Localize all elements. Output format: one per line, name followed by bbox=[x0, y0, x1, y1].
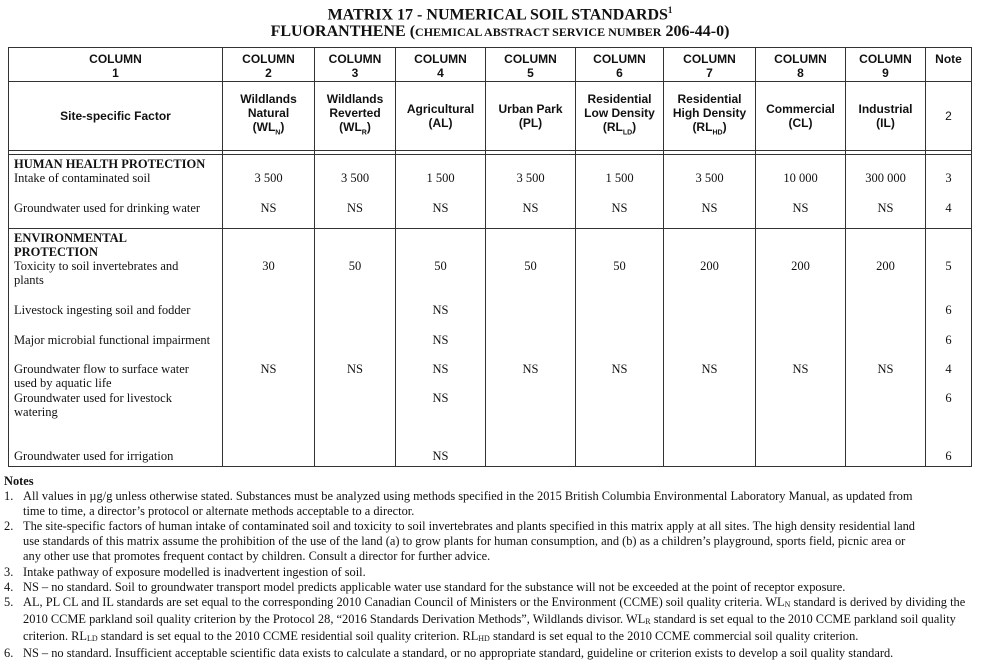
note-reference: 6 bbox=[945, 391, 952, 405]
note-reference: 3 bbox=[945, 171, 952, 185]
note-text: NS – no standard. Insufficient acceptable scientific data exists to calculate a standard, or no appropriate standard, guideline or criterion exists to develop a soil quality standard. bbox=[23, 646, 894, 661]
land-use-name: Residential bbox=[587, 91, 652, 106]
note-item-5 bbox=[4, 595, 999, 646]
land-use-name: Wildlands bbox=[240, 91, 297, 106]
standard-value: 3 500 bbox=[340, 171, 370, 185]
land-use-name: Site-specific Factor bbox=[60, 109, 171, 123]
column-header-2 bbox=[223, 48, 315, 82]
standard-value: NS bbox=[260, 362, 277, 376]
column-header-text bbox=[9, 48, 222, 80]
standard-value: 10 000 bbox=[783, 171, 818, 185]
land-use-header bbox=[486, 82, 576, 151]
header-row-columns bbox=[9, 48, 972, 82]
standard-column-9 bbox=[846, 229, 926, 467]
land-use-name-2: High Density bbox=[672, 105, 747, 120]
land-use-abbr: (AL) bbox=[428, 116, 453, 130]
standard-column-4 bbox=[396, 155, 486, 229]
land-use-name: Wildlands bbox=[326, 91, 384, 106]
standard-value: 3 500 bbox=[516, 171, 545, 185]
subscript: LD bbox=[87, 633, 98, 643]
standard-value: 1 500 bbox=[605, 171, 634, 185]
standard-column-6 bbox=[576, 155, 664, 229]
land-use-name: Residential bbox=[677, 91, 742, 106]
note-item-4 bbox=[4, 580, 999, 595]
standard-value: NS bbox=[432, 201, 449, 215]
column-number: 7 bbox=[706, 66, 713, 80]
column-label: COLUMN bbox=[774, 52, 827, 66]
land-use-abbr: (CL) bbox=[788, 116, 813, 130]
abbr-subscript: LD bbox=[622, 129, 633, 137]
standard-column-2 bbox=[223, 155, 315, 229]
standard-value: NS bbox=[432, 362, 449, 376]
standard-value: NS bbox=[347, 362, 363, 376]
standard-column-5 bbox=[486, 229, 576, 467]
standard-column-9 bbox=[846, 155, 926, 229]
column-header-text bbox=[664, 48, 755, 80]
standard-value: NS bbox=[701, 362, 718, 376]
note-number: 4. bbox=[4, 579, 14, 594]
land-use-name-2: Natural bbox=[247, 105, 290, 120]
column-header-text bbox=[223, 48, 314, 80]
site-factor-label: Toxicity to soil invertebrates and plants bbox=[14, 259, 179, 287]
standard-value: NS bbox=[432, 303, 449, 317]
column-label: COLUMN bbox=[504, 52, 557, 66]
site-factor-label: Intake of contaminated soil bbox=[14, 171, 151, 185]
note-number: 6. bbox=[4, 646, 14, 661]
column-header-text bbox=[846, 48, 925, 80]
notes-block bbox=[4, 474, 999, 661]
standard-value: NS bbox=[432, 333, 449, 347]
note-reference: 4 bbox=[945, 362, 952, 376]
standard-column-4 bbox=[396, 229, 486, 467]
standard-value: NS bbox=[611, 201, 628, 215]
column-header-9 bbox=[846, 48, 926, 82]
standard-value: 1 500 bbox=[426, 171, 455, 185]
column-label: COLUMN bbox=[89, 52, 142, 66]
site-factor-cell bbox=[9, 229, 223, 467]
column-label: COLUMN bbox=[328, 52, 382, 66]
section-environmental bbox=[9, 229, 972, 467]
column-header-text bbox=[576, 48, 663, 80]
cas-number: 206-44-0) bbox=[665, 23, 730, 40]
section-human-health bbox=[9, 155, 972, 229]
note-item-2 bbox=[4, 519, 999, 564]
standard-value: NS bbox=[701, 201, 718, 215]
column-label: COLUMN bbox=[242, 52, 295, 66]
site-factor-label: Groundwater used for irrigation bbox=[14, 449, 174, 463]
abbr-subscript: N bbox=[275, 129, 281, 137]
standard-value: 50 bbox=[434, 259, 447, 273]
note-text: All values in µg/g unless otherwise stated. Substances must be analyzed using methods specified in the 2015 British Columbia Environmental Laboratory Manual, as updated from time to time, a director’s protocol or alternate methods acceptable to a director. bbox=[23, 489, 913, 519]
site-factor-label: Livestock ingesting soil and fodder bbox=[14, 303, 191, 317]
footnote-ref: 1 bbox=[667, 5, 673, 15]
column-number: 8 bbox=[797, 66, 804, 80]
standard-value: NS bbox=[611, 362, 628, 376]
land-use-header bbox=[396, 82, 486, 151]
column-header-1 bbox=[9, 48, 223, 82]
land-use-name-2: Low Density bbox=[584, 105, 655, 120]
standard-value: NS bbox=[432, 391, 449, 405]
subscript: R bbox=[645, 616, 651, 626]
subscript: N bbox=[784, 599, 791, 609]
standard-value: 3 500 bbox=[254, 171, 283, 185]
land-use-name: Agricultural bbox=[406, 102, 475, 116]
header-row-land-uses bbox=[9, 82, 972, 151]
column-label: Note bbox=[935, 52, 962, 66]
site-factor-header bbox=[9, 82, 223, 151]
standard-value: 50 bbox=[524, 259, 537, 273]
land-use-name: Industrial bbox=[858, 102, 913, 116]
standard-column-5 bbox=[486, 155, 576, 229]
land-use-header bbox=[664, 82, 756, 151]
standard-value: NS bbox=[522, 201, 539, 215]
standard-value: NS bbox=[877, 201, 894, 215]
standard-value: 300 000 bbox=[865, 171, 906, 185]
land-use-name: Urban Park bbox=[498, 102, 563, 116]
note-item-1 bbox=[4, 489, 999, 519]
standard-column-3 bbox=[315, 155, 396, 229]
standard-value: NS bbox=[522, 362, 539, 376]
column-header-text bbox=[396, 48, 485, 80]
substance-name: FLUORANTHENE bbox=[270, 23, 406, 40]
standard-value: 200 bbox=[700, 259, 719, 273]
standard-value: 50 bbox=[348, 259, 362, 273]
note-number: 2. bbox=[4, 519, 14, 534]
note-number: 1. bbox=[4, 489, 14, 504]
column-header-8 bbox=[756, 48, 846, 82]
land-use-header bbox=[846, 82, 926, 151]
standard-value: 3 500 bbox=[695, 171, 724, 185]
column-number: 2 bbox=[265, 66, 272, 80]
land-use-abbr: $(RL_{HD})$ bbox=[692, 119, 727, 137]
column-number: 4 bbox=[437, 66, 444, 80]
standard-value: NS bbox=[792, 362, 809, 376]
column-number: 3 bbox=[351, 66, 359, 80]
standard-column-6 bbox=[576, 229, 664, 467]
site-factor-label: Major microbial functional impairment bbox=[14, 333, 211, 347]
column-header-4 bbox=[396, 48, 486, 82]
paren: ( bbox=[409, 23, 416, 40]
section-heading: ENVIRONMENTAL PROTECTION bbox=[14, 231, 127, 259]
column-header-text bbox=[926, 48, 971, 66]
note-text: NS – no standard. Soil to groundwater transport model predicts applicable water use standard for the substance will not be exceeded at the point of receptor exposure. bbox=[23, 579, 846, 594]
section-heading: HUMAN HEALTH PROTECTION bbox=[14, 157, 206, 171]
land-use-abbr: $(WL_R)$ bbox=[339, 119, 371, 137]
matrix-title bbox=[0, 5, 1000, 24]
land-use-abbr: (IL) bbox=[876, 116, 895, 130]
cas-label: CHEMICAL ABSTRACT SERVICE NUMBER bbox=[415, 25, 662, 39]
site-factor-label: Groundwater used for livestock watering bbox=[14, 391, 172, 419]
column-header-text bbox=[756, 48, 845, 80]
column-header-text bbox=[315, 48, 395, 80]
column-number: 6 bbox=[616, 66, 623, 80]
column-label: COLUMN bbox=[593, 52, 646, 66]
column-header-3 bbox=[315, 48, 396, 82]
land-use-name-2: Reverted bbox=[329, 105, 381, 120]
note-item-6 bbox=[4, 646, 999, 661]
standard-column-3 bbox=[315, 229, 396, 467]
land-use-abbr: (PL) bbox=[518, 116, 543, 130]
column-number: 1 bbox=[112, 66, 119, 80]
standard-value: 50 bbox=[613, 259, 626, 273]
standard-value: NS bbox=[432, 449, 449, 463]
column-header-6 bbox=[576, 48, 664, 82]
standard-column-2 bbox=[223, 229, 315, 467]
notes-list bbox=[4, 489, 999, 661]
abbr-subscript: R bbox=[361, 129, 367, 137]
note-ref-header bbox=[926, 82, 972, 151]
standard-value: NS bbox=[347, 201, 363, 215]
standard-value: 200 bbox=[876, 259, 895, 273]
standard-column-7 bbox=[664, 229, 756, 467]
subscript: HD bbox=[478, 633, 490, 643]
standard-column-7 bbox=[664, 155, 756, 229]
land-use-abbr: $(RL_{LD})$ bbox=[602, 119, 637, 137]
column-number: 5 bbox=[527, 66, 534, 80]
note-text: AL, PL CL and IL standards are set equal to the corresponding 2010 Canadian Council of Ministers or the Environment (CCME) soil quality criteria. $WL_N$ standard is derived by dividing the 2010 CCME parkland soil quality criterion by the Protocol 28, “2016 Standards Derivation Methods”, Wildlands divisor. $WL_R$ standard is set equal to the 2010 CCME parkland soil quality criterion. $RL_{LD}$ standard is set equal to the 2010 CCME residential soil quality criterion. $RL_{HD}$ standard is set equal to the 2010 CCME commercial soil quality criterion. bbox=[23, 594, 966, 643]
note-reference: 6 bbox=[945, 449, 952, 463]
standard-column-8 bbox=[756, 229, 846, 467]
column-header-10 bbox=[926, 48, 972, 82]
note-reference: 4 bbox=[945, 201, 952, 215]
standard-value: NS bbox=[260, 201, 277, 215]
land-use-name: Commercial bbox=[766, 102, 835, 116]
column-header-text bbox=[486, 48, 575, 80]
standard-value: NS bbox=[792, 201, 809, 215]
site-factor-label: Groundwater used for drinking water bbox=[14, 201, 201, 215]
matrix-title-text: MATRIX 17 - NUMERICAL SOIL STANDARDS bbox=[327, 6, 668, 24]
note-item-3 bbox=[4, 565, 999, 580]
note-text: Intake pathway of exposure modelled is inadvertent ingestion of soil. bbox=[23, 564, 366, 579]
standard-column-8 bbox=[756, 155, 846, 229]
standard-value: 200 bbox=[791, 259, 810, 273]
note-number: 5. bbox=[4, 594, 14, 609]
note-reference: 6 bbox=[945, 333, 952, 347]
note-reference: 6 bbox=[945, 303, 952, 317]
land-use-abbr: $(WL_N)$ bbox=[252, 119, 285, 137]
standards-table bbox=[8, 47, 972, 467]
land-use-name: 2 bbox=[945, 109, 952, 123]
land-use-header bbox=[223, 82, 315, 151]
note-reference: 5 bbox=[945, 259, 952, 273]
column-label: COLUMN bbox=[683, 52, 736, 66]
column-number: 9 bbox=[882, 66, 889, 80]
land-use-header bbox=[315, 82, 396, 151]
standard-value: 30 bbox=[262, 259, 275, 273]
abbr-subscript: HD bbox=[712, 129, 723, 137]
column-header-7 bbox=[664, 48, 756, 82]
column-label: COLUMN bbox=[859, 52, 912, 66]
column-label: COLUMN bbox=[414, 52, 467, 66]
site-factor-label: Groundwater flow to surface water used by aquatic life bbox=[14, 362, 189, 390]
standard-value: NS bbox=[877, 362, 894, 376]
note-number: 3. bbox=[4, 564, 14, 579]
site-factor-cell bbox=[9, 155, 223, 229]
column-header-5 bbox=[486, 48, 576, 82]
note-text: The site-specific factors of human intake of contaminated soil and toxicity to soil invertebrates and plants specified in this matrix apply at all sites. The high density residential land use standards of this matrix assume the prohibition of the use of the land (a) to grow plants for human consumption, and (b) as a children’s playground, sports field, picnic area or any other use that promotes frequent contact by children. Consult a director for further advice. bbox=[23, 519, 916, 564]
note-column bbox=[926, 155, 972, 229]
notes-heading: Notes bbox=[4, 474, 34, 488]
land-use-header bbox=[756, 82, 846, 151]
substance-title bbox=[0, 23, 1000, 41]
land-use-header bbox=[576, 82, 664, 151]
note-column bbox=[926, 229, 972, 467]
